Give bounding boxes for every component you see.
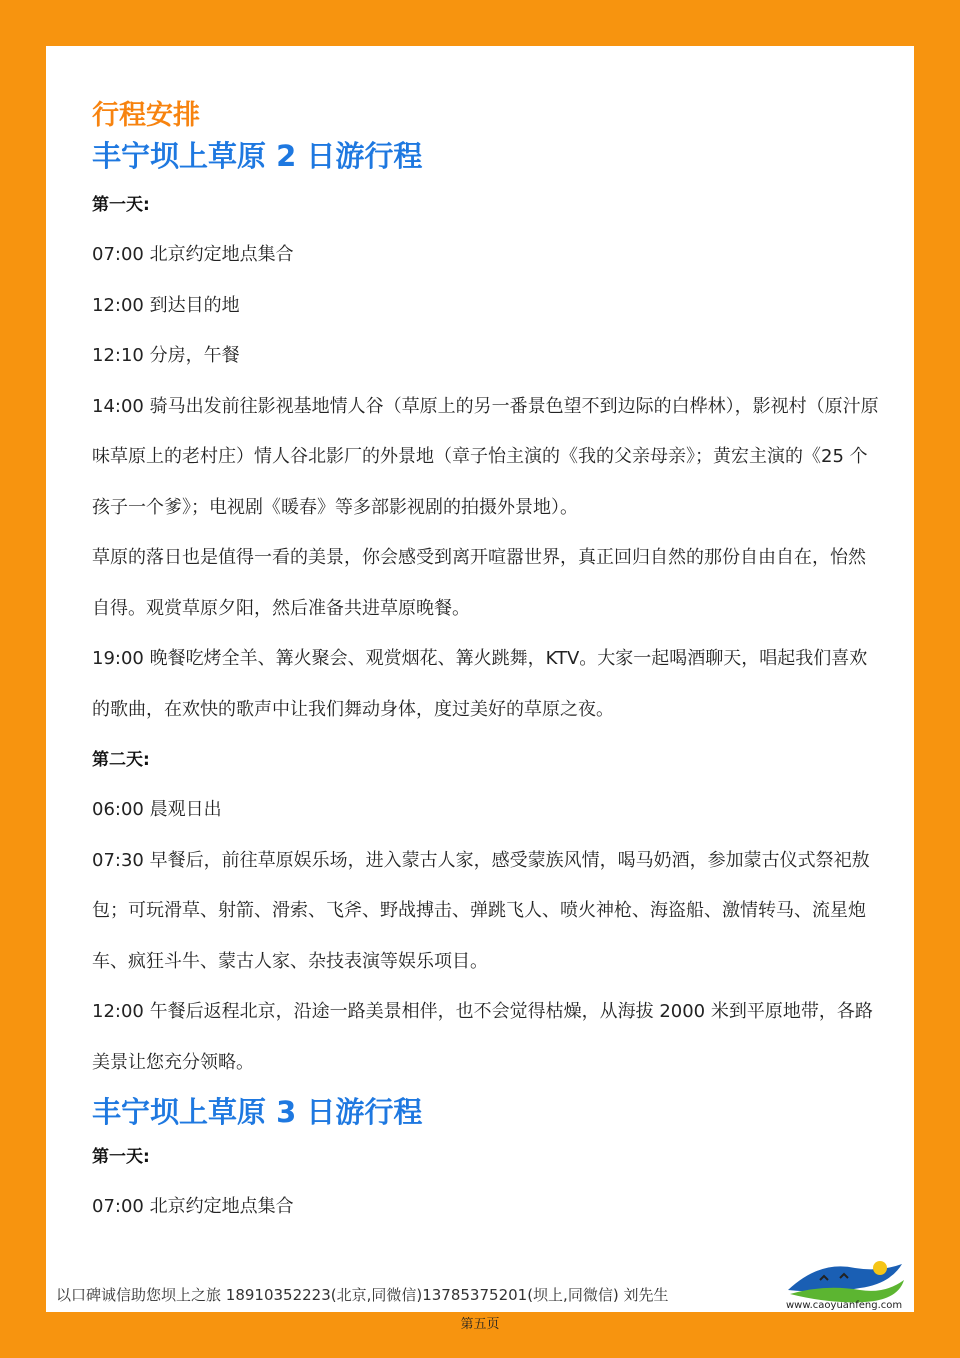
trip2-day2-item: 06:00 晨观日出 (92, 799, 222, 820)
trip2-day1-item: 07:00 北京约定地点集合 (92, 244, 294, 265)
trip2-day1-item: 12:10 分房，午餐 (92, 345, 240, 366)
trip2-day1-item: 草原的落日也是值得一看的美景，你会感受到离开喧嚣世界，真正回归自然的那份自由自在，怡然自得。观赏草原夕阳，然后准备共进草原晚餐。 (92, 547, 866, 619)
logo-url[interactable]: www.caoyuanfeng.com (786, 1300, 903, 1311)
trip2-day2-item: 07:30 早餐后，前往草原娱乐场，进入蒙古人家，感受蒙族风情，喝马奶酒，参加蒙古仪式祭祀敖包；可玩滑草、射箭、滑索、飞斧、野战搏击、弹跳飞人、喷火神枪、海盗船、激情转马、流星炮车、疯狂斗牛、蒙古人家、杂技表演等娱乐项目。 (92, 849, 870, 972)
trip3-day1-item: 07:00 北京约定地点集合 (92, 1196, 294, 1217)
trip2-day2-label: 第二天: (92, 750, 150, 770)
trip2-day1-label: 第一天: (92, 195, 150, 215)
trip3-day1-label: 第一天: (92, 1147, 150, 1167)
page-number: 第五页 (460, 1317, 500, 1332)
trip2-title: 丰宁坝上草原 2 日游行程 (92, 139, 423, 173)
section-title: 行程安排 (92, 100, 200, 131)
trip2-day1-item: 12:00 到达目的地 (92, 294, 240, 316)
trip2-day1-item: 19:00 晚餐吃烤全羊、篝火聚会、观赏烟花、篝火跳舞，KTV。大家一起喝酒聊天，唱起我们喜欢的歌曲，在欢快的歌声中让我们舞动身体，度过美好的草原之夜。 (92, 648, 868, 720)
trip3-title: 丰宁坝上草原 3 日游行程 (92, 1095, 423, 1129)
footer-contact: 以口碑诚信助您坝上之旅 18910352223(北京,同微信)13785375201(坝上,同微信) 刘先生 (56, 1286, 669, 1304)
page-content (92, 46, 882, 1233)
trip2-day2-item: 12:00 午餐后返程北京，沿途一路美景相伴，也不会觉得枯燥，从海拔 2000 米到平原地带，各路美景让您充分领略。 (92, 1001, 873, 1073)
trip2-day1-item: 14:00 骑马出发前往影视基地情人谷（草原上的另一番景色望不到边际的白桦林），影视村（原汁原味草原上的老村庄）情人谷北影厂的外景地（章子怡主演的《我的父亲母亲》；黄宏主演的《25 个孩子一个爹》；电视剧《暖春》等多部影视剧的拍摄外景地）。 (92, 395, 879, 518)
